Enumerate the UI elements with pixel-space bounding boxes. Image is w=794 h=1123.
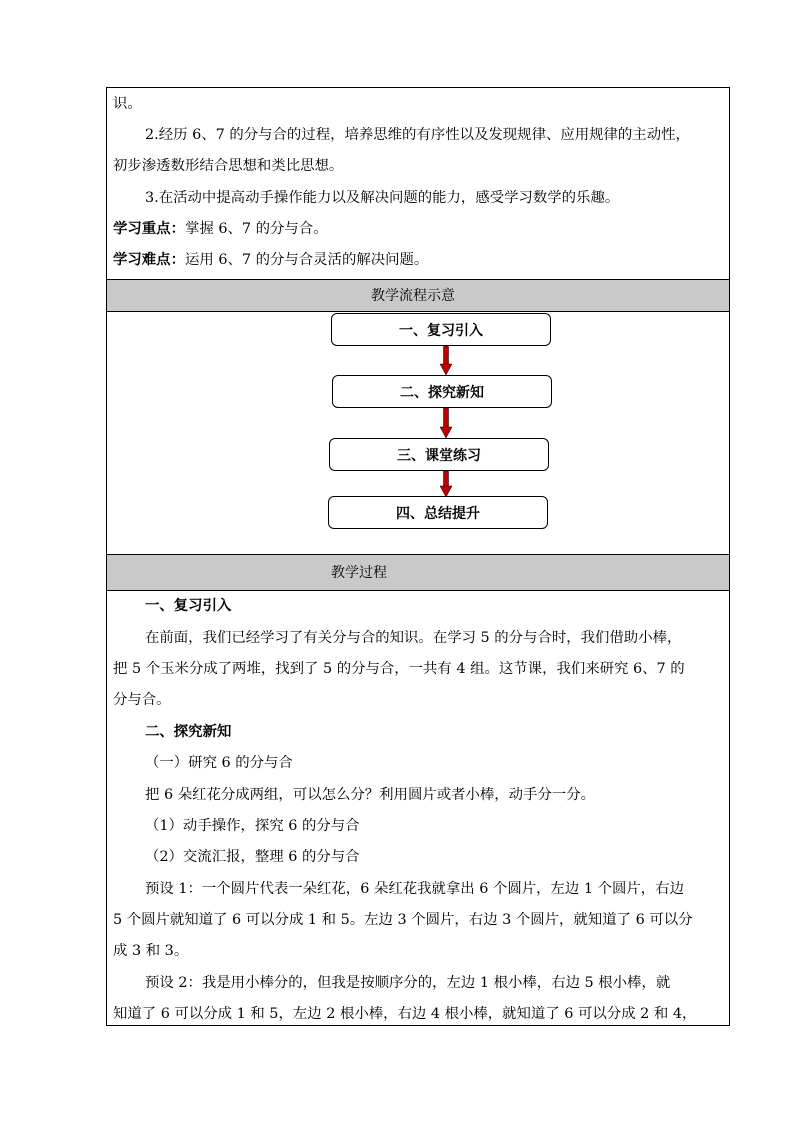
key-point-text: 掌握 6、7 的分与合。 — [184, 221, 328, 237]
paragraph-line: 5 个圆片就知道了 6 可以分成 1 和 5。左边 3 个圆片，右边 3 个圆片，就知道了 6 可以分 — [113, 912, 693, 928]
key-point — [113, 219, 328, 239]
process-header-band — [107, 555, 729, 590]
flow-step-4: 四、总结提升 — [328, 496, 548, 529]
flow-step-2: 二、探究新知 — [332, 375, 552, 408]
difficult-point — [113, 250, 428, 270]
lesson-table — [106, 87, 730, 1026]
objective-tail: 识。 — [113, 96, 142, 112]
flow-header: 教学流程示意 — [371, 288, 455, 304]
paragraph-line: 预设 2：我是用小棒分的，但我是按顺序分的，左边 1 根小棒，右边 5 根小棒，就 — [145, 975, 671, 991]
paragraph-line: 知道了 6 可以分成 1 和 5，左边 2 根小棒，右边 4 根小棒，就知道了 6 可以分成 2 和 4， — [113, 1006, 697, 1022]
step-line: （1）动手操作，探究 6 的分与合 — [145, 818, 360, 834]
paragraph-line: 把 6 朵红花分成两组，可以怎么分？利用圆片或者小棒，动手分一分。 — [145, 787, 596, 803]
objective-2-line-2: 初步渗透数形结合思想和类比思想。 — [113, 158, 344, 174]
section-heading: 一、复习引入 — [145, 597, 232, 614]
divider — [107, 590, 729, 591]
key-point-label: 学习重点： — [113, 220, 185, 237]
paragraph-line: 分与合。 — [113, 692, 171, 708]
difficult-point-label: 学习难点： — [113, 251, 185, 268]
paragraph-line: 把 5 个玉米分成了两堆，找到了 5 的分与合，一共有 4 组。这节课，我们来研究 6、7 的 — [113, 661, 685, 677]
flow-header-band — [107, 280, 729, 311]
flow-arrow-2 — [440, 408, 452, 439]
paragraph-line: 成 3 和 3。 — [113, 943, 189, 959]
objective-3: 3.在活动中提高动手操作能力以及解决问题的能力，感受学习数学的乐趣。 — [145, 190, 620, 206]
paragraph-line: 在前面，我们已经学习了有关分与合的知识。在学习 5 的分与合时，我们借助小棒， — [145, 630, 682, 646]
flow-arrow-3 — [440, 471, 452, 498]
flow-arrow-1 — [440, 346, 452, 376]
paragraph-line: 预设 1：一个圆片代表一朵红花，6 朵红花我就拿出 6 个圆片，左边 1 个圆片，右边 — [145, 881, 684, 897]
difficult-point-text: 运用 6、7 的分与合灵活的解决问题。 — [184, 252, 429, 268]
flow-step-1: 一、复习引入 — [331, 313, 551, 346]
subsection-heading: （一）研究 6 的分与合 — [145, 755, 293, 771]
section-heading: 二、探究新知 — [145, 723, 232, 740]
process-header: 教学过程 — [331, 565, 387, 581]
objective-2-line-1: 2.经历 6、7 的分与合的过程，培养思维的有序性以及发现规律、应用规律的主动性， — [145, 127, 690, 143]
step-line: （2）交流汇报，整理 6 的分与合 — [145, 849, 360, 865]
flow-step-3: 三、课堂练习 — [329, 438, 549, 471]
divider — [107, 311, 729, 312]
